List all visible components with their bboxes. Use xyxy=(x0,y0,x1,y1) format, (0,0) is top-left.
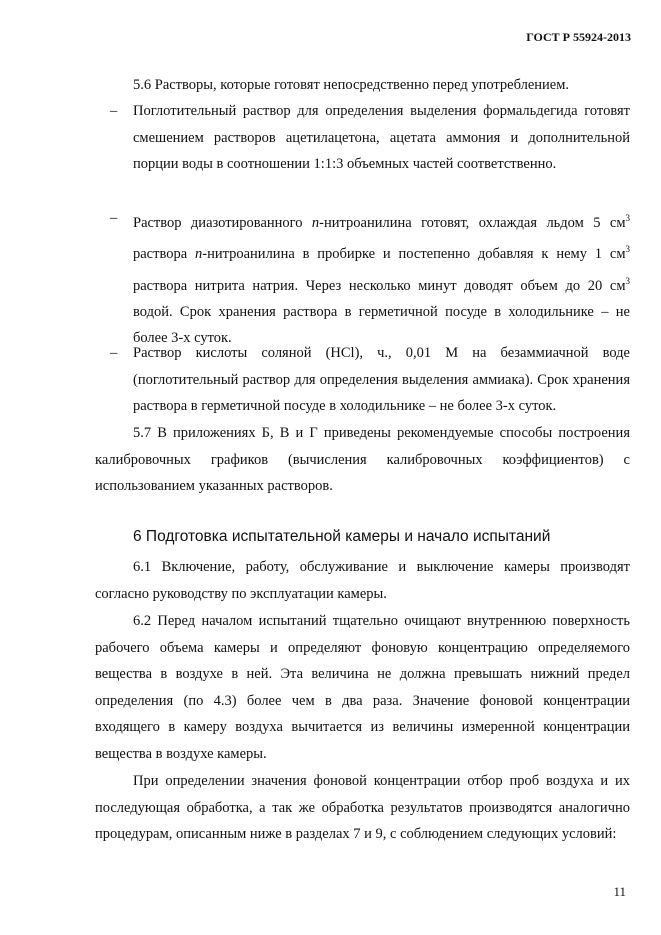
italic-n: n xyxy=(195,246,203,263)
list-item xyxy=(95,98,630,178)
list-dash: – xyxy=(110,210,118,226)
standard-code-header: ГОСТ Р 55924-2013 xyxy=(526,30,631,44)
list-item xyxy=(95,205,630,352)
list-dash: – xyxy=(110,103,118,119)
list-item-text xyxy=(133,205,630,352)
list-dash: – xyxy=(110,345,118,361)
text-run: водой. Срок хранения раствора в герметичной посуде в холодильнике – не более 3-х суток. xyxy=(133,303,630,347)
section-heading: 6 Подготовка испытательной камеры и начало испытаний xyxy=(133,528,551,545)
paragraph-6-2: 6.2 Перед началом испытаний тщательно очищают внутреннюю поверхность рабочего объема камеры и определяют фоновую концентрацию определяемого вещества в воздухе в ней. Эта величина не должна превышать нижний предел определения (по 4.3) более чем в два раза. Значение фоновой концентрации входящего в камеру воздуха вычитается из величины измеренной концентрации вещества в воздухе камеры. xyxy=(95,613,630,762)
text-run: Раствор диазотированного xyxy=(133,214,312,231)
text-run: -нитроанилина готовят, охлаждая льдом 5 см xyxy=(319,214,626,231)
superscript: 3 xyxy=(625,213,630,223)
list-item-text: Раствор кислоты соляной (HCl), ч., 0,01 М на безаммиачной воде (поглотительный раствор для определения выделения аммиака). Срок хранения раствора в герметичной посуде в холодильнике – не более 3-х суток. xyxy=(133,345,630,414)
list-item xyxy=(95,340,630,420)
italic-n: n xyxy=(311,214,320,231)
text-run: раствора нитрита натрия. Через несколько минут доводят объем до 20 см xyxy=(133,277,626,294)
paragraph-5-7: 5.7 В приложениях Б, В и Г приведены рекомендуемые способы построения калибровочных графиков (вычисления калибровочных коэффициентов) с использованием указанных растворов. xyxy=(95,425,630,494)
paragraph-6-1: 6.1 Включение, работу, обслуживание и выключение камеры производят согласно руководству по эксплуатации камеры. xyxy=(95,559,630,602)
superscript: 3 xyxy=(625,275,630,286)
superscript: 3 xyxy=(625,244,630,255)
text-run: раствора xyxy=(133,246,195,263)
page-number: 11 xyxy=(613,884,626,899)
paragraph-background-concentration: При определении значения фоновой концентрации отбор проб воздуха и их последующая обработка, а так же обработка результатов производятся аналогично процедурам, описанным ниже в разделах 7 и 9, с соблюдением следующих условий: xyxy=(95,773,630,842)
list-item-text: Поглотительный раствор для определения выделения формальдегида готовят смешением растворов ацетилацетона, ацетата аммония и дополнительной порции воды в соотношении 1:1:3 объемных частей соответственно. xyxy=(133,103,630,172)
paragraph-5-6: 5.6 Растворы, которые готовят непосредственно перед употреблением. xyxy=(133,77,570,93)
text-run: -нитроанилина в пробирке и постепенно добавляя к нему 1 см xyxy=(202,246,626,263)
